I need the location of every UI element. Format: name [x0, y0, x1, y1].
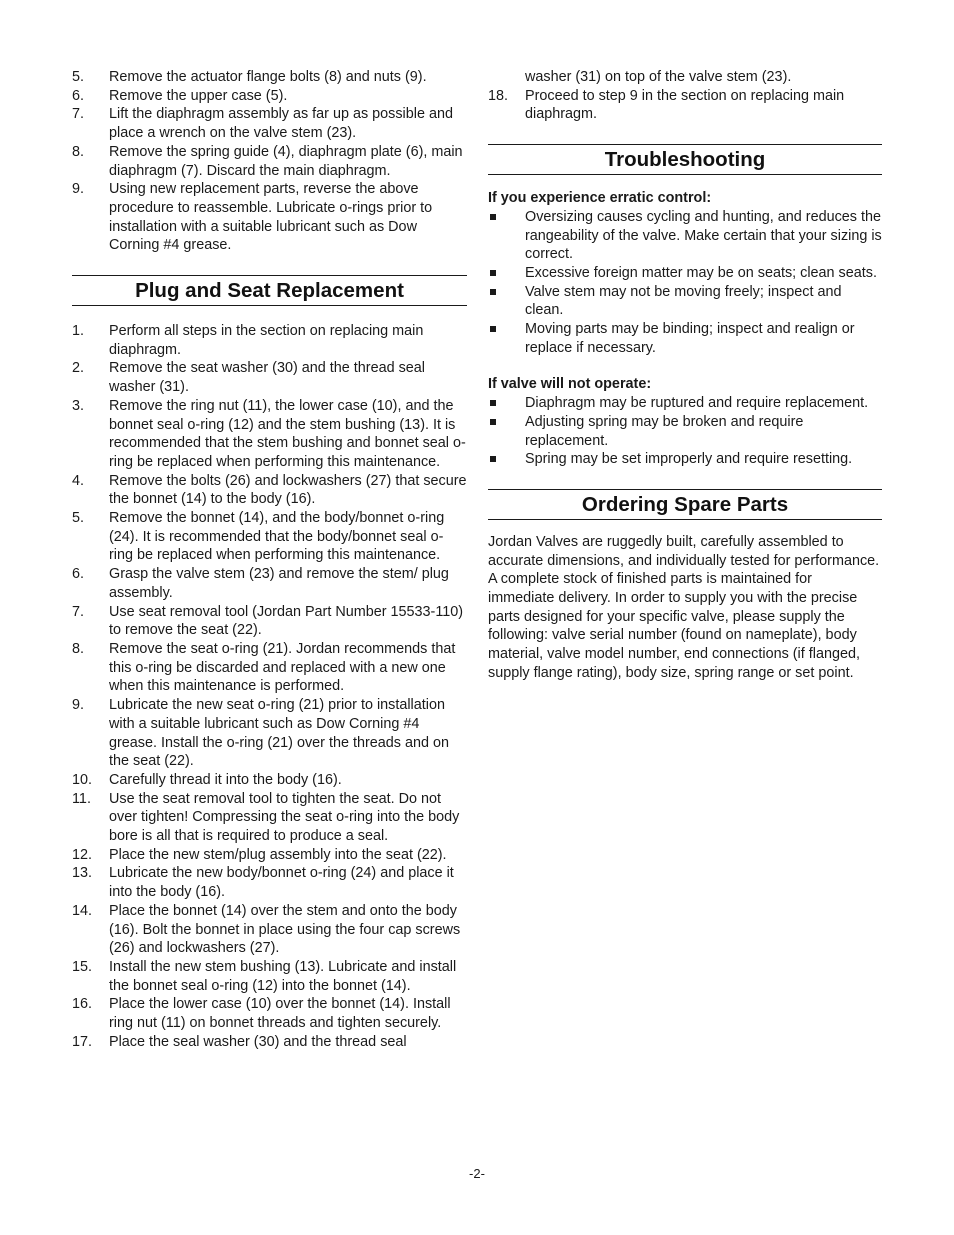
- bullet-square-icon: [488, 394, 525, 413]
- step-number: 7.: [72, 603, 85, 620]
- step-number: 6.: [72, 566, 85, 583]
- list-item: [72, 696, 467, 771]
- list-item: [488, 264, 882, 283]
- list-item: [72, 472, 467, 509]
- step-number: 5.: [72, 69, 85, 85]
- step-number: 4.: [72, 472, 85, 489]
- ordering-paragraph: Jordan Valves are ruggedly built, carefully assembled to accurate dimensions, and individually tested for performance. A complete stock of finished parts is maintained for immediate delivery. In order to supply you with the precise parts designed for your specific valve, please supply the following: valve serial number (found on nameplate), body material, valve model number, end connections (if flanged, supply flange rating), body size, spring range or set point.: [488, 533, 880, 681]
- step-number: [488, 68, 525, 87]
- list-item: [488, 394, 882, 413]
- list-item: [72, 603, 467, 640]
- step-text: Remove the seat washer (30) and the thread seal washer (31).: [109, 360, 425, 396]
- list-item: [488, 450, 882, 469]
- list-item: [72, 322, 467, 359]
- step-text: Remove the seat o-ring (21). Jordan recommends that this o-ring be discarded and replaced with a new one when this maintenance is performed.: [109, 640, 456, 695]
- list-item: [488, 283, 882, 320]
- list-item: [72, 864, 467, 901]
- step-text: Lubricate the new body/bonnet o-ring (24) and place it into the body (16).: [109, 865, 454, 901]
- bullet-text: Moving parts may be binding; inspect and realign or replace if necessary.: [525, 321, 855, 356]
- step-number: 9.: [72, 181, 85, 198]
- step-text: Remove the upper case (5).: [109, 87, 288, 104]
- left-column: [72, 68, 467, 1051]
- list-item: [72, 87, 467, 106]
- step-text: Use the seat removal tool to tighten the seat. Do not over tighten! Compressing the seat o-ring into the body bore is all that is required to produce a seal.: [109, 790, 460, 845]
- step-text: Place the bonnet (14) over the stem and onto the body (16). Bolt the bonnet in place using the four cap screws (26) and lockwashers (27).: [109, 902, 461, 957]
- step-number: 7.: [72, 106, 85, 123]
- plug-seat-steps-list: [72, 322, 467, 1051]
- step-number: 15.: [72, 958, 93, 975]
- list-item: [72, 902, 467, 958]
- step-text: Place the new stem/plug assembly into the seat (22).: [109, 846, 447, 863]
- valve-not-operate-heading: If valve will not operate:: [488, 376, 652, 393]
- bullet-text: Excessive foreign matter may be on seats; clean seats.: [525, 264, 877, 281]
- list-item: [488, 413, 882, 450]
- bullet-square-icon: [488, 283, 525, 320]
- step-number: 14.: [72, 902, 93, 919]
- step-number: 9.: [72, 697, 85, 714]
- list-item: [72, 68, 467, 87]
- bullet-text: Valve stem may not be moving freely; inspect and clean.: [525, 283, 842, 319]
- step-text: Place the seal washer (30) and the thread seal: [109, 1033, 407, 1050]
- step-text: Proceed to step 9 in the section on replacing main diaphragm.: [525, 87, 845, 123]
- bullet-square-icon: [488, 320, 525, 357]
- step-number: 11.: [72, 790, 91, 807]
- list-item: [72, 1033, 467, 1052]
- list-item: [488, 68, 882, 87]
- bullet-square-icon: [488, 208, 525, 264]
- step-number: 6.: [72, 87, 85, 104]
- step-number: 1.: [72, 323, 85, 340]
- step-text: Remove the actuator flange bolts (8) and nuts (9).: [109, 69, 427, 85]
- bullet-text: Spring may be set improperly and require resetting.: [525, 451, 853, 468]
- list-item: [72, 640, 467, 696]
- list-item: [72, 180, 467, 255]
- step-number: 18.: [488, 87, 509, 104]
- step-text: Use seat removal tool (Jordan Part Number 15533-110) to remove the seat (22).: [109, 603, 464, 639]
- step-text: Using new replacement parts, reverse the above procedure to reassemble. Lubricate o-rings prior to installation with a suitable lubricant such as Dow Corning #4 grease.: [109, 181, 433, 254]
- step-number: 8.: [72, 143, 85, 160]
- erratic-control-heading: If you experience erratic control:: [488, 190, 712, 207]
- bullet-square-icon: [488, 413, 525, 450]
- list-item: [488, 87, 882, 124]
- step-text: Remove the bonnet (14), and the body/bonnet o-ring (24). It is recommended that the body/bonnet seal o-ring be replaced when performing this maintenance.: [109, 510, 445, 564]
- step-number: 2.: [72, 360, 85, 377]
- list-item: [72, 397, 467, 472]
- step-text: Grasp the valve stem (23) and remove the stem/ plug assembly.: [109, 566, 449, 601]
- bullet-text: Diaphragm may be ruptured and require replacement.: [525, 395, 869, 412]
- right-column: [488, 68, 882, 683]
- list-item: [72, 771, 467, 790]
- step-text: Carefully thread it into the body (16).: [109, 771, 342, 788]
- step-number: 17.: [72, 1033, 93, 1050]
- step-text: Place the lower case (10) over the bonnet (14). Install ring nut (11) on bonnet threads and tighten securely.: [109, 996, 451, 1032]
- step-number: 10.: [72, 771, 93, 788]
- list-item: [72, 105, 467, 142]
- erratic-control-list: [488, 208, 882, 358]
- ordering-spare-parts-heading: Ordering Spare Parts: [488, 489, 882, 520]
- list-item: [72, 143, 467, 180]
- bullet-square-icon: [488, 264, 525, 283]
- list-item: [72, 846, 467, 865]
- list-item: [72, 509, 467, 565]
- step-number: 3.: [72, 397, 85, 414]
- step-number: 16.: [72, 996, 93, 1013]
- list-item: [72, 359, 467, 396]
- list-item: [72, 995, 467, 1032]
- step-text: washer (31) on top of the valve stem (23).: [525, 69, 792, 85]
- plug-seat-heading: Plug and Seat Replacement: [72, 275, 467, 306]
- list-item: [72, 565, 467, 602]
- bullet-square-icon: [488, 450, 525, 469]
- continued-steps-list: [488, 68, 882, 124]
- diaphragm-steps-list: [72, 68, 467, 255]
- step-number: 12.: [72, 846, 93, 863]
- bullet-text: Adjusting spring may be broken and require replacement.: [525, 413, 804, 449]
- step-text: Install the new stem bushing (13). Lubricate and install the bonnet seal o-ring (12) into the bonnet (14).: [109, 958, 457, 994]
- bullet-text: Oversizing causes cycling and hunting, and reduces the rangeability of the valve. Make certain that your sizing is correct.: [525, 208, 882, 263]
- troubleshooting-heading: Troubleshooting: [488, 144, 882, 175]
- list-item: [488, 320, 882, 357]
- step-text: Remove the ring nut (11), the lower case (10), and the bonnet seal o-ring (12) and the stem bushing (13). It is recommended that the stem bushing and bonnet seal o-ring be replaced when performing this maintenance.: [109, 397, 466, 470]
- step-number: 13.: [72, 865, 93, 882]
- list-item: [72, 790, 467, 846]
- step-text: Remove the bolts (26) and lockwashers (27) that secure the bonnet (14) to the body (16).: [109, 472, 467, 508]
- step-text: Lubricate the new seat o-ring (21) prior to installation with a suitable lubricant such as Dow Corning #4 grease. Install the o-ring (21) over the threads and on the seat (22).: [109, 697, 449, 770]
- step-number: 5.: [72, 510, 85, 527]
- page-number: -2-: [469, 1166, 485, 1181]
- list-item: [488, 208, 882, 264]
- valve-not-operate-list: [488, 394, 882, 469]
- step-number: 8.: [72, 640, 85, 657]
- step-text: Perform all steps in the section on replacing main diaphragm.: [109, 323, 424, 358]
- list-item: [72, 958, 467, 995]
- step-text: Lift the diaphragm assembly as far up as possible and place a wrench on the valve stem (23).: [109, 106, 453, 142]
- step-text: Remove the spring guide (4), diaphragm plate (6), main diaphragm (7). Discard the main diaphragm.: [109, 143, 463, 179]
